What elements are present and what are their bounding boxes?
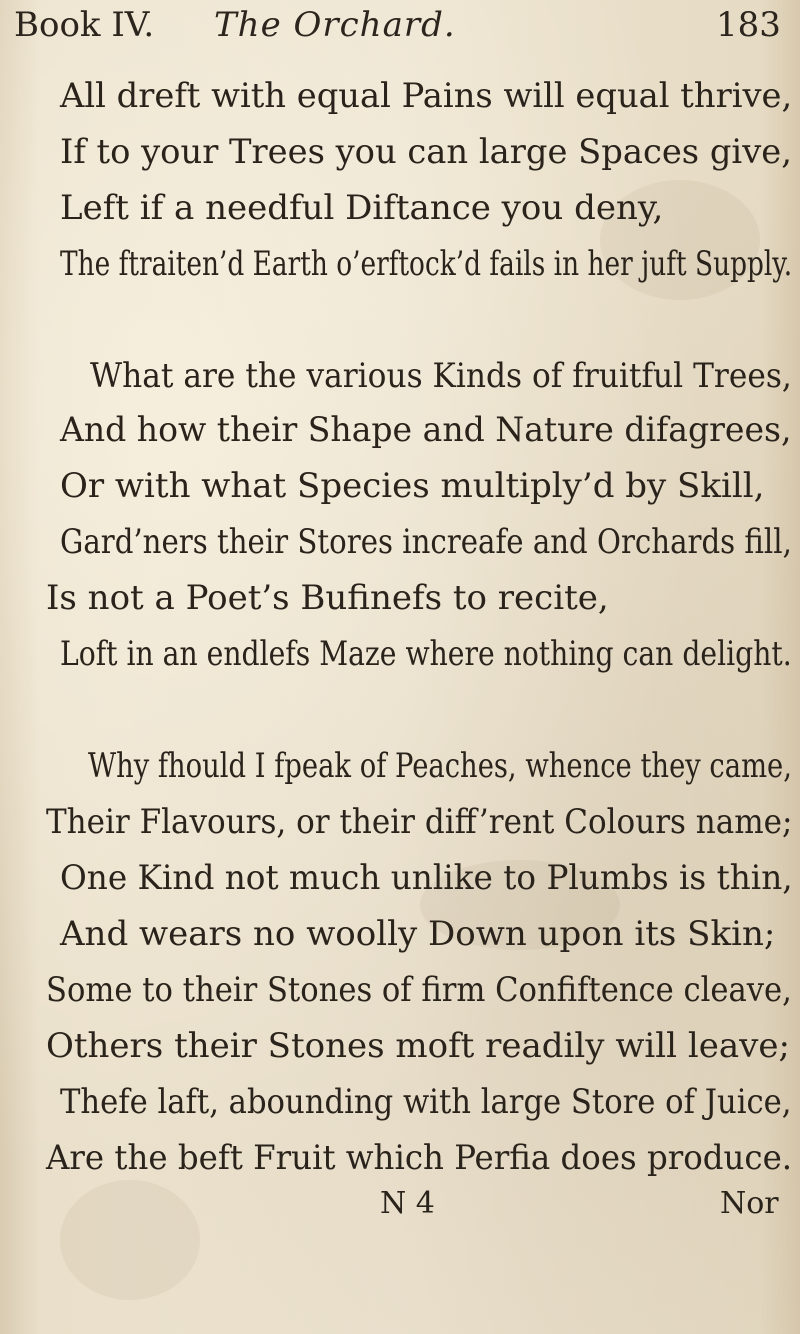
- verse-line: Why fhould I fpeak of Peaches, whence they came,: [88, 746, 792, 786]
- verse-line: One Kind not much unlike to Plumbs is thin,: [60, 858, 793, 898]
- verse-line: Is not a Poet’s Bufinefs to recite,: [46, 578, 609, 618]
- verse-line: Are the beft Fruit which Perfia does produce.: [46, 1138, 793, 1178]
- verse-line: Thefe laft, abounding with large Store of Juice,: [60, 1082, 792, 1122]
- verse-line: What are the various Kinds of fruitful Trees,: [90, 356, 792, 396]
- verse-line: All dreft with equal Pains will equal thrive,: [60, 76, 793, 116]
- section-title: The Orchard.: [214, 5, 456, 45]
- signature-mark: N 4: [380, 1186, 435, 1221]
- verse-line: Some to their Stones of firm Confiftence cleave,: [46, 970, 792, 1010]
- verse-line: Their Flavours, or their diff’rent Colours name;: [46, 802, 793, 842]
- verse-line: And how their Shape and Nature difagrees,: [60, 410, 792, 450]
- page-number: 183: [716, 5, 781, 45]
- book-label: Book IV.: [14, 5, 155, 45]
- paper-stain: [60, 1180, 200, 1300]
- verse-line: Others their Stones moft readily will leave;: [46, 1026, 790, 1066]
- verse-line: The ftraiten’d Earth o’erftock’d fails in her juft Supply.: [60, 244, 793, 284]
- catchword: Nor: [720, 1186, 779, 1221]
- verse-line: Left if a needful Diftance you deny,: [60, 188, 664, 228]
- running-header: [0, 2, 800, 48]
- verse-line: Gard’ners their Stores increafe and Orchards fill,: [60, 522, 792, 562]
- verse-line: If to your Trees you can large Spaces give,: [60, 132, 792, 172]
- verse-line: Loft in an endlefs Maze where nothing can delight.: [60, 634, 792, 674]
- verse-line: Or with what Species multiply’d by Skill,: [60, 466, 765, 506]
- verse-line: And wears no woolly Down upon its Skin;: [60, 914, 776, 954]
